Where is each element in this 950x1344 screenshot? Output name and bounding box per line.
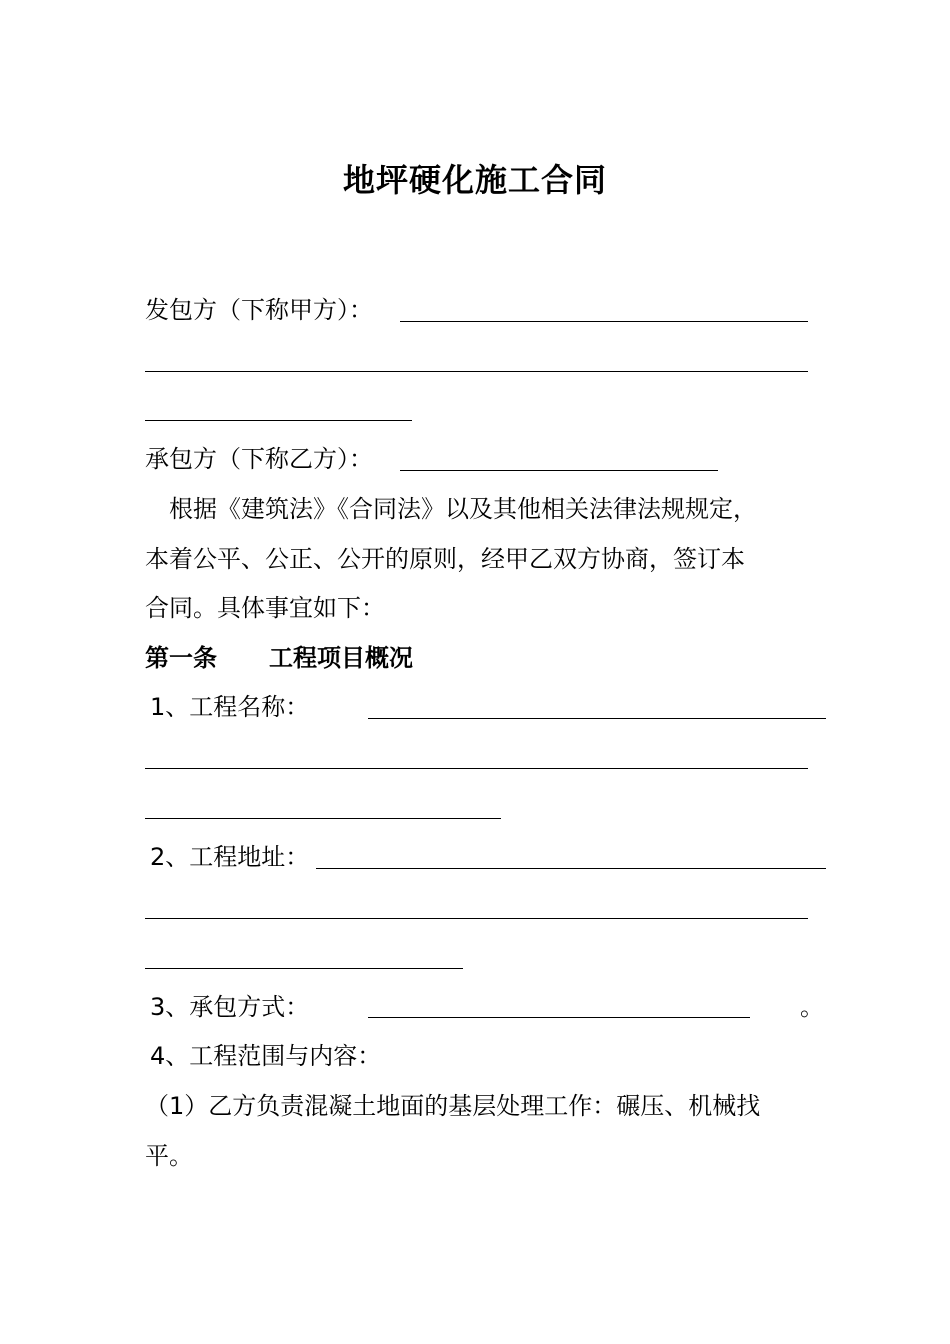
party-b-blank-line [400,470,718,471]
item-1-blank-line-1 [368,718,826,719]
item-3-end-mark: 。 [800,993,824,1021]
party-a-blank-line-2 [145,371,808,372]
article-1-number: 第一条 [145,644,217,672]
party-a-label: 发包方（下称甲方）： [145,296,373,324]
item-1-blank-line-2 [145,768,808,769]
item-3-label: 3、承包方式： [150,993,310,1021]
item-2-label: 2、工程地址： [150,843,310,871]
intro-line-1: 根据《建筑法》《合同法》以及其他相关法律法规规定， [169,495,757,523]
item-4-label: 4、工程范围与内容： [150,1042,382,1070]
party-a-blank-line-1 [400,321,808,322]
document-title: 地坪硬化施工合同 [342,161,607,199]
party-a-blank-line-3 [145,420,412,421]
item-2-blank-line-2 [145,918,808,919]
item-4-sub-1-line-2: 平。 [145,1142,193,1170]
item-2-blank-line-3 [145,968,463,969]
article-1-title: 工程项目概况 [269,644,413,672]
article-1-heading [145,641,413,675]
intro-line-2: 本着公平、公正、公开的原则，经甲乙双方协商，签订本 [145,545,745,573]
item-1-blank-line-3 [145,818,501,819]
party-b-label: 承包方（下称乙方）： [145,445,373,473]
item-3-blank-line [368,1017,750,1018]
item-2-blank-line-1 [316,868,826,869]
intro-line-3: 合同。具体事宜如下： [145,594,385,622]
item-4-sub-1-line-1: （1）乙方负责混凝土地面的基层处理工作：碾压、机械找 [145,1092,761,1120]
item-1-label: 1、工程名称： [150,693,310,721]
